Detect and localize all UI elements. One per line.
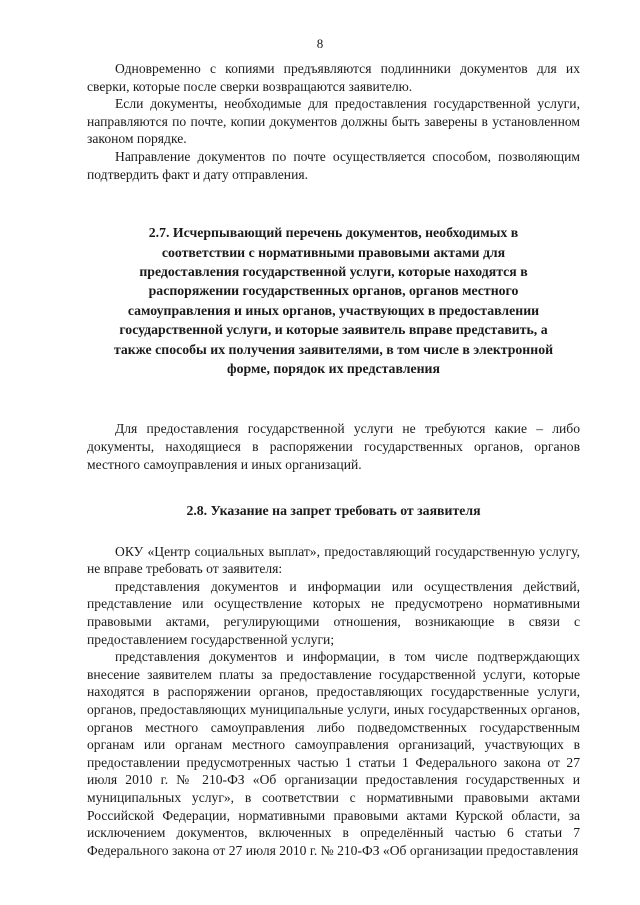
- paragraph-mail-copies: Если документы, необходимые для предоставления государственной услуги, направляются по почте, копии документов должны быть заверены в установленном законом порядке.: [87, 96, 580, 147]
- section-2-8-heading: 2.8. Указание на запрет требовать от заявителя: [186, 503, 481, 519]
- page-number: 8: [316, 36, 324, 51]
- heading-line: самоуправления и иных органов, участвующих в предоставлении: [127, 302, 540, 318]
- heading-line: форме, порядок их представления: [227, 361, 440, 376]
- heading-line: распоряжении государственных органов, органов местного: [148, 283, 519, 299]
- heading-line: также способы их получения заявителями, в том числе в электронной: [113, 341, 554, 357]
- heading-line: соответствии с нормативными правовыми актами для: [161, 244, 506, 260]
- paragraph-originals: Одновременно с копиями предъявляются подлинники документов для их сверки, которые после сверки возвращаются заявителю.: [87, 61, 580, 94]
- heading-line: 2.7. Исчерпывающий перечень документов, необходимых в: [148, 225, 519, 241]
- section-2-7-heading: [87, 223, 580, 378]
- section-2-8-item-1: представления документов и информации или осуществления действий, представление или осуществление которых не предусмотрено нормативными правовыми актами, регулирующими отношения, возникающие в связи с предоставлением государственной услуги;: [87, 578, 580, 647]
- section-2-8-intro: ОКУ «Центр социальных выплат», предоставляющий государственную услугу, не вправе требовать от заявителя:: [87, 543, 580, 577]
- section-2-8-item-2: представления документов и информации, в том числе подтверждающих внесение заявителем платы за предоставление государственной услуги, которые находятся в распоряжении органов, предоставляющих государственные услуги, органов, предоставляющих муниципальные услуги, иных государственных органов, органов местного самоуправления либо подведомственных государственным органам или органам местного самоуправления организаций, участвующих в предоставлении предусмотренных частью 1 статьи 1 Федерального закона от 27 июля 2010 г. № 210-ФЗ «Об организации предоставления государственных и муниципальных услуг», в соответствии с нормативными правовыми актами Российской Федерации, нормативными правовыми актами Курской области, за исключением документов, включенных в определённый частью 6 статьи 7 Федерального закона от 27 июля 2010 г. № 210-ФЗ «Об организации предоставления: [87, 649, 580, 858]
- document-body: [87, 60, 580, 859]
- heading-line: предоставления государственной услуги, которые находятся в: [139, 263, 528, 279]
- paragraph-mail-method: Направление документов по почте осуществляется способом, позволяющим подтвердить факт и дату отправления.: [87, 148, 580, 182]
- section-2-7-body: Для предоставления государственной услуги не требуются какие – либо документы, находящиеся в распоряжении государственных органов, органов местного самоуправления и иных организаций.: [87, 421, 580, 472]
- heading-line: государственной услуги, и которые заявитель вправе представить, а: [119, 322, 548, 338]
